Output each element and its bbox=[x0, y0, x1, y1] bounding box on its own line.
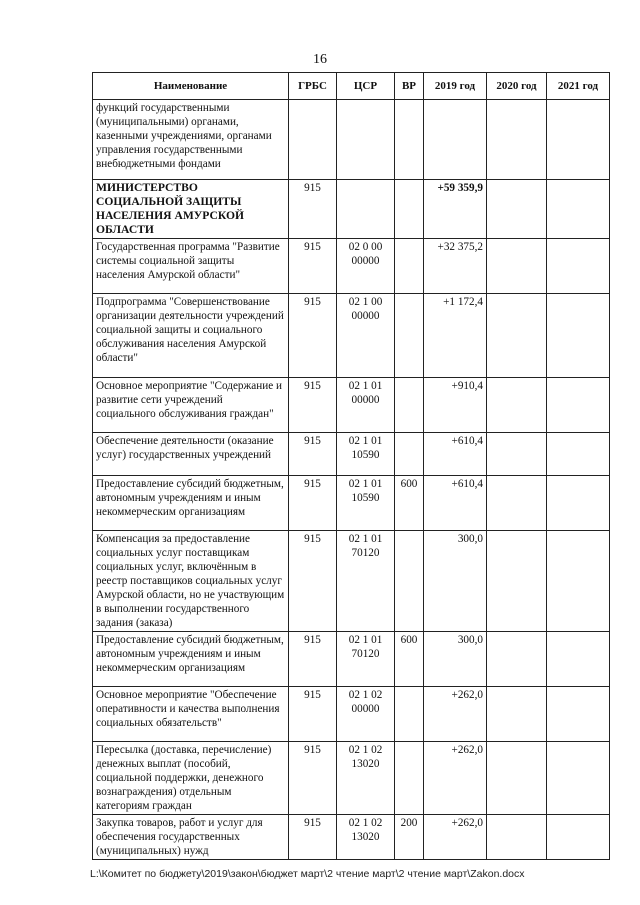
row-grbs-cell bbox=[289, 100, 337, 180]
row-name-cell: МИНИСТЕРСТВО СОЦИАЛЬНОЙ ЗАЩИТЫ НАСЕЛЕНИЯ АМУРСКОЙ ОБЛАСТИ bbox=[93, 180, 289, 239]
row-name-cell: Основное мероприятие "Обеспечение оперативности и качества выполнения социальных обязательств" bbox=[93, 687, 289, 742]
row-vr-cell bbox=[395, 294, 424, 378]
row-2019-cell: +262,0 bbox=[424, 742, 487, 815]
col-header-csr: ЦСР bbox=[337, 73, 395, 100]
row-vr-cell bbox=[395, 531, 424, 632]
row-csr-cell: 02 1 01 10590 bbox=[337, 433, 395, 476]
table-row bbox=[93, 815, 610, 860]
col-header-2020: 2020 год bbox=[487, 73, 547, 100]
row-grbs-cell: 915 bbox=[289, 294, 337, 378]
row-2021-cell bbox=[547, 632, 610, 687]
row-2020-cell bbox=[487, 687, 547, 742]
row-csr-cell: 02 1 02 00000 bbox=[337, 687, 395, 742]
row-2020-cell bbox=[487, 378, 547, 433]
row-2021-cell bbox=[547, 815, 610, 860]
row-csr-cell: 02 1 01 70120 bbox=[337, 632, 395, 687]
row-2021-cell bbox=[547, 378, 610, 433]
col-header-2021: 2021 год bbox=[547, 73, 610, 100]
row-grbs-cell: 915 bbox=[289, 433, 337, 476]
table-header-row bbox=[93, 73, 610, 100]
row-2020-cell bbox=[487, 100, 547, 180]
page-number: 16 bbox=[313, 52, 327, 67]
row-csr-cell: 02 1 01 10590 bbox=[337, 476, 395, 531]
row-grbs-cell: 915 bbox=[289, 476, 337, 531]
row-vr-cell: 600 bbox=[395, 476, 424, 531]
table-row bbox=[93, 294, 610, 378]
row-csr-cell: 02 0 00 00000 bbox=[337, 239, 395, 294]
row-name-cell: Компенсация за предоставление социальных услуг поставщикам социальных услуг, включённым в реестр поставщиков социальных услуг Амурской области, но не участвующим в выполнении государственного задания (заказа) bbox=[93, 531, 289, 632]
row-2021-cell bbox=[547, 100, 610, 180]
row-2020-cell bbox=[487, 531, 547, 632]
row-grbs-cell: 915 bbox=[289, 687, 337, 742]
row-name-cell: Основное мероприятие "Содержание и развитие сети учреждений социального обслуживания граждан" bbox=[93, 378, 289, 433]
row-name-cell: Подпрограмма "Совершенствование организации деятельности учреждений социальной защиты и социального обслуживания населения Амурской области" bbox=[93, 294, 289, 378]
row-2019-cell: +910,4 bbox=[424, 378, 487, 433]
row-2020-cell bbox=[487, 632, 547, 687]
row-2021-cell bbox=[547, 531, 610, 632]
row-vr-cell bbox=[395, 378, 424, 433]
row-2019-cell: 300,0 bbox=[424, 632, 487, 687]
row-name-cell: Закупка товаров, работ и услуг для обеспечения государственных (муниципальных) нужд bbox=[93, 815, 289, 860]
row-2020-cell bbox=[487, 742, 547, 815]
row-2019-cell: +610,4 bbox=[424, 433, 487, 476]
row-vr-cell: 600 bbox=[395, 632, 424, 687]
table-row bbox=[93, 378, 610, 433]
table-row bbox=[93, 239, 610, 294]
row-grbs-cell: 915 bbox=[289, 815, 337, 860]
row-2021-cell bbox=[547, 742, 610, 815]
row-2021-cell bbox=[547, 239, 610, 294]
row-2019-cell: +610,4 bbox=[424, 476, 487, 531]
row-2020-cell bbox=[487, 476, 547, 531]
row-name-cell: Обеспечение деятельности (оказание услуг) государственных учреждений bbox=[93, 433, 289, 476]
table-row bbox=[93, 180, 610, 239]
table-row bbox=[93, 476, 610, 531]
row-grbs-cell: 915 bbox=[289, 632, 337, 687]
row-vr-cell bbox=[395, 742, 424, 815]
row-2020-cell bbox=[487, 433, 547, 476]
col-header-grbs: ГРБС bbox=[289, 73, 337, 100]
row-grbs-cell: 915 bbox=[289, 239, 337, 294]
row-grbs-cell: 915 bbox=[289, 531, 337, 632]
row-vr-cell bbox=[395, 100, 424, 180]
col-header-vr: ВР bbox=[395, 73, 424, 100]
row-2021-cell bbox=[547, 180, 610, 239]
row-2021-cell bbox=[547, 476, 610, 531]
row-2019-cell: +32 375,2 bbox=[424, 239, 487, 294]
file-path-footer: L:\Комитет по бюджету\2019\закон\бюджет март\2 чтение март\2 чтение март\Zakon.docx bbox=[90, 868, 525, 880]
row-grbs-cell: 915 bbox=[289, 378, 337, 433]
row-2020-cell bbox=[487, 239, 547, 294]
row-name-cell: Государственная программа "Развитие системы социальной защиты населения Амурской области" bbox=[93, 239, 289, 294]
row-vr-cell bbox=[395, 239, 424, 294]
row-grbs-cell: 915 bbox=[289, 742, 337, 815]
col-header-2019: 2019 год bbox=[424, 73, 487, 100]
row-grbs-cell: 915 bbox=[289, 180, 337, 239]
row-vr-cell bbox=[395, 687, 424, 742]
table-row bbox=[93, 632, 610, 687]
row-2020-cell bbox=[487, 815, 547, 860]
row-2020-cell bbox=[487, 180, 547, 239]
row-2019-cell: +1 172,4 bbox=[424, 294, 487, 378]
row-2020-cell bbox=[487, 294, 547, 378]
budget-table bbox=[92, 72, 610, 860]
row-2021-cell bbox=[547, 294, 610, 378]
row-2019-cell: +262,0 bbox=[424, 687, 487, 742]
table-row bbox=[93, 742, 610, 815]
row-name-cell: Предоставление субсидий бюджетным, автономным учреждениям и иным некоммерческим организациям bbox=[93, 632, 289, 687]
row-csr-cell bbox=[337, 180, 395, 239]
col-header-name: Наименование bbox=[93, 73, 289, 100]
row-csr-cell: 02 1 00 00000 bbox=[337, 294, 395, 378]
row-csr-cell: 02 1 02 13020 bbox=[337, 742, 395, 815]
row-2021-cell bbox=[547, 433, 610, 476]
row-csr-cell: 02 1 01 70120 bbox=[337, 531, 395, 632]
row-vr-cell bbox=[395, 433, 424, 476]
row-2019-cell bbox=[424, 100, 487, 180]
row-csr-cell: 02 1 01 00000 bbox=[337, 378, 395, 433]
row-2021-cell bbox=[547, 687, 610, 742]
row-name-cell: Предоставление субсидий бюджетным, автономным учреждениям и иным некоммерческим организациям bbox=[93, 476, 289, 531]
row-vr-cell: 200 bbox=[395, 815, 424, 860]
row-vr-cell bbox=[395, 180, 424, 239]
row-csr-cell bbox=[337, 100, 395, 180]
table-row bbox=[93, 687, 610, 742]
table-row bbox=[93, 433, 610, 476]
row-name-cell: функций государственными (муниципальными) органами, казенными учреждениями, органами управления государственными внебюджетными фондами bbox=[93, 100, 289, 180]
row-csr-cell: 02 1 02 13020 bbox=[337, 815, 395, 860]
row-2019-cell: +262,0 bbox=[424, 815, 487, 860]
table-row bbox=[93, 100, 610, 180]
row-name-cell: Пересылка (доставка, перечисление) денежных выплат (пособий, социальной поддержки, денежного вознаграждения) отдельным категориям граждан bbox=[93, 742, 289, 815]
row-2019-cell: 300,0 bbox=[424, 531, 487, 632]
table-row bbox=[93, 531, 610, 632]
row-2019-cell: +59 359,9 bbox=[424, 180, 487, 239]
